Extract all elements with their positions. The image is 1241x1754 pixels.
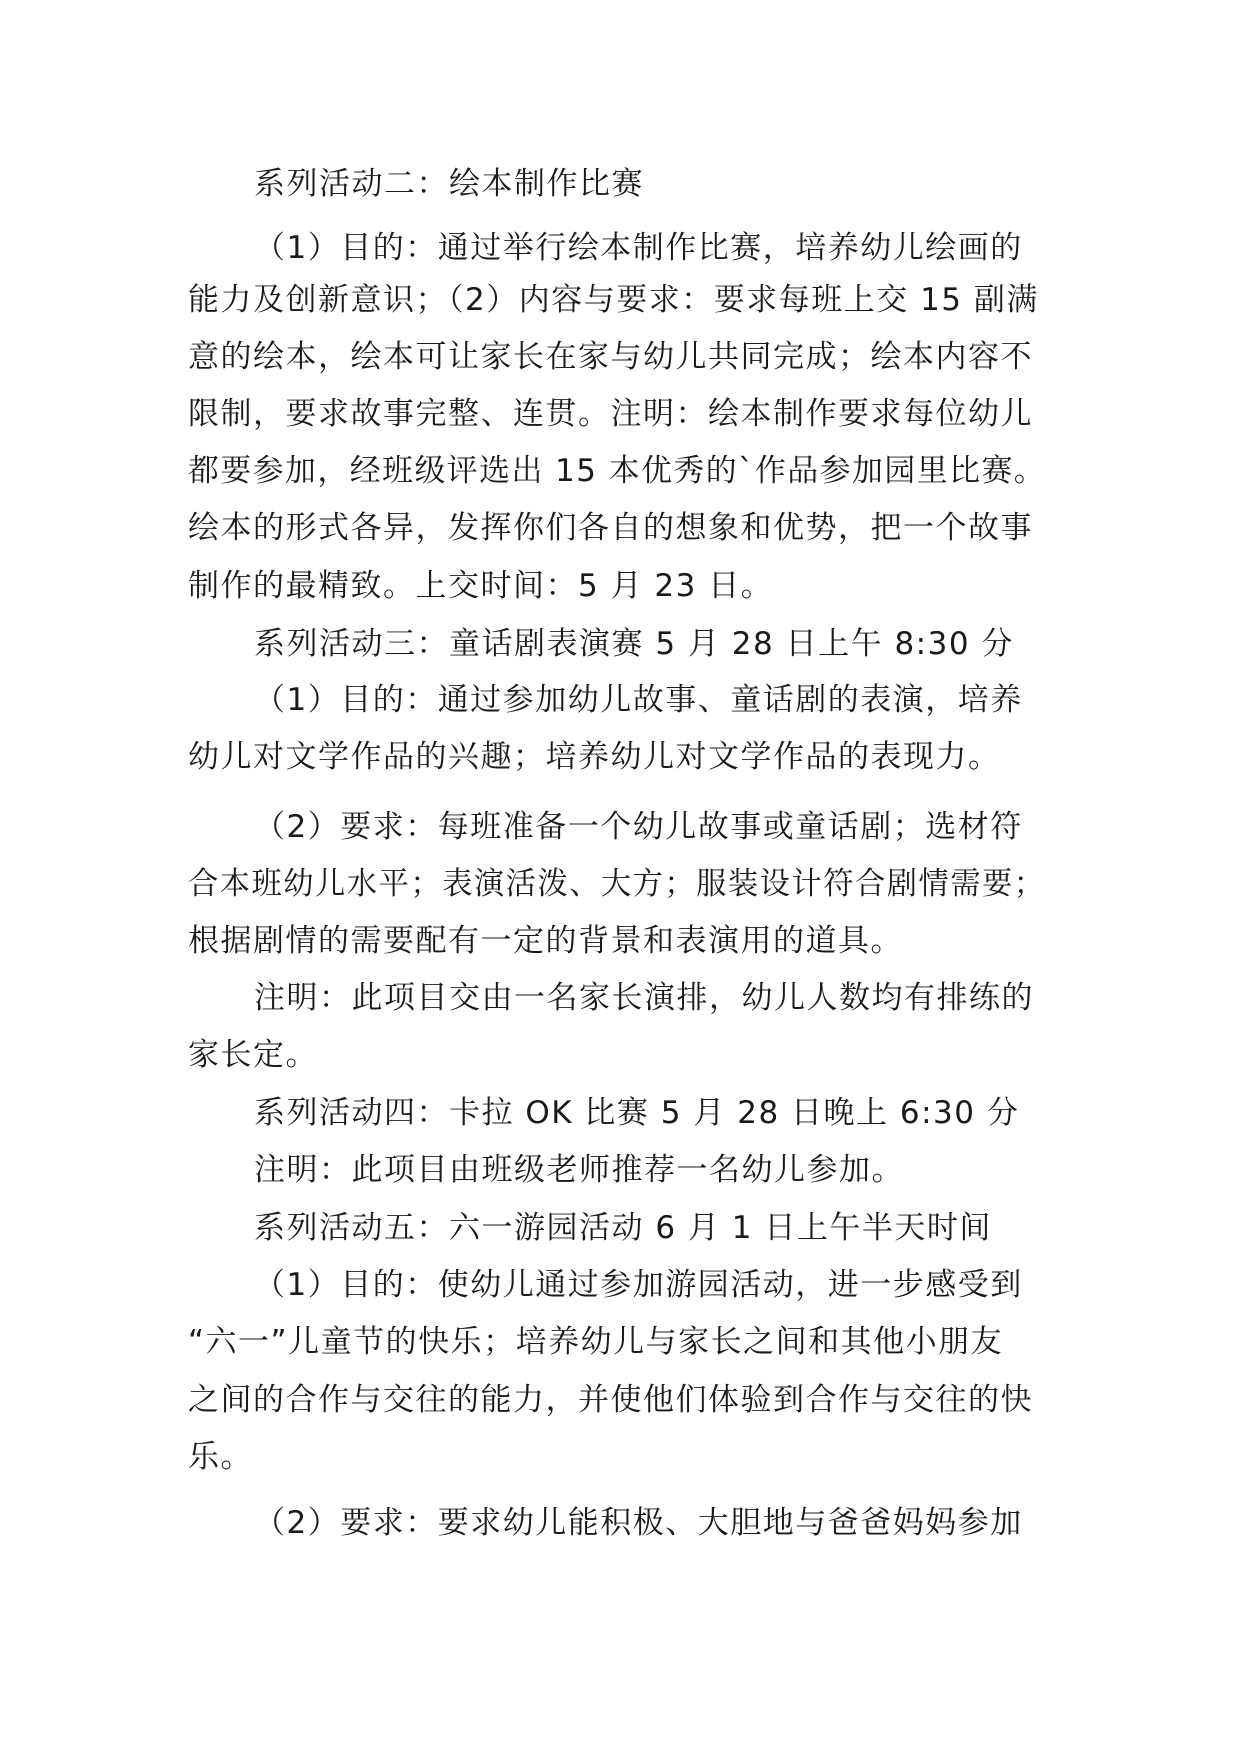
- text-line: 系列活动三：童话剧表演赛 5 月 28 日上午 8:30 分: [254, 626, 1014, 662]
- text-line: 都要参加，经班级评选出 15 本优秀的`作品参加园里比赛。: [188, 453, 1047, 489]
- text-line: （2）要求：每班准备一个幼儿故事或童话剧；选材符: [254, 809, 1023, 845]
- text-line: （1）目的：通过参加幼儿故事、童话剧的表演，培养: [254, 682, 1023, 718]
- text-line: 系列活动五：六一游园活动 6 月 1 日上午半天时间: [254, 1210, 992, 1246]
- text-line: 制作的最精致。上交时间：5 月 23 日。: [188, 568, 774, 604]
- text-line: （1）目的：使幼儿通过参加游园活动，进一步感受到: [254, 1267, 1023, 1303]
- text-line: 系列活动四：卡拉 OK 比赛 5 月 28 日晚上 6:30 分: [254, 1095, 1020, 1131]
- text-line: （2）要求：要求幼儿能积极、大胆地与爸爸妈妈参加: [254, 1505, 1023, 1541]
- text-line: 能力及创新意识；（2）内容与要求：要求每班上交 15 副满: [188, 282, 1039, 318]
- text-line: 之间的合作与交往的能力，并使他们体验到合作与交往的快: [188, 1382, 1033, 1418]
- text-line: 根据剧情的需要配有一定的背景和表演用的道具。: [188, 923, 903, 959]
- text-line: （1）目的：通过举行绘本制作比赛，培养幼儿绘画的: [254, 230, 1023, 266]
- text-line: 系列活动二：绘本制作比赛: [254, 166, 644, 202]
- text-line: 幼儿对文学作品的兴趣；培养幼儿对文学作品的表现力。: [188, 739, 1001, 775]
- text-line: 绘本的形式各异，发挥你们各自的想象和优势，把一个故事: [188, 510, 1033, 546]
- text-line: “六一”儿童节的快乐；培养幼儿与家长之间和其他小朋友: [188, 1324, 1004, 1360]
- text-line: 合本班幼儿水平；表演活泼、大方；服装设计符合剧情需要；: [188, 866, 1046, 902]
- text-line: 注明：此项目交由一名家长演排，幼儿人数均有排练的: [254, 980, 1034, 1016]
- text-line: 注明：此项目由班级老师推荐一名幼儿参加。: [254, 1152, 904, 1188]
- text-line: 乐。: [188, 1439, 253, 1475]
- text-line: 限制，要求故事完整、连贯。注明：绘本制作要求每位幼儿: [188, 396, 1033, 432]
- text-line: 家长定。: [188, 1037, 318, 1073]
- text-line: 意的绘本，绘本可让家长在家与幼儿共同完成；绘本内容不: [188, 339, 1033, 375]
